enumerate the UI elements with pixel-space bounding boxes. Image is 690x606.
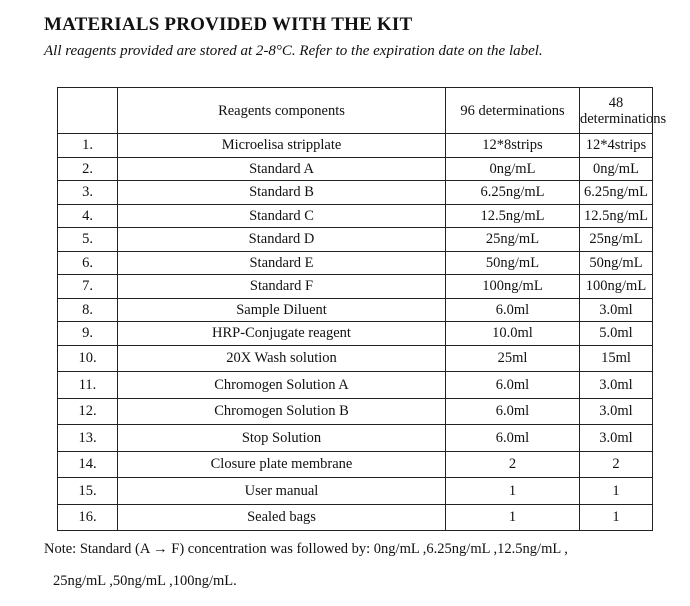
row-48-determinations: 50ng/mL <box>580 251 653 275</box>
row-48-determinations: 12.5ng/mL <box>580 204 653 228</box>
table-row <box>58 298 653 322</box>
row-48-determinations: 3.0ml <box>580 425 653 452</box>
table-row <box>58 322 653 346</box>
row-component: Standard D <box>118 228 446 252</box>
row-96-determinations: 50ng/mL <box>446 251 580 275</box>
row-component: Sealed bags <box>118 504 446 531</box>
table-row <box>58 345 653 372</box>
row-48-determinations: 12*4strips <box>580 134 653 158</box>
row-48-determinations: 15ml <box>580 345 653 372</box>
row-number: 7. <box>58 275 118 299</box>
table-row <box>58 425 653 452</box>
table-row <box>58 372 653 399</box>
table-row <box>58 275 653 299</box>
row-component: User manual <box>118 478 446 505</box>
row-number: 12. <box>58 398 118 425</box>
row-96-determinations: 1 <box>446 504 580 531</box>
row-component: Standard B <box>118 181 446 205</box>
row-96-determinations: 2 <box>446 451 580 478</box>
row-number: 11. <box>58 372 118 399</box>
row-48-determinations: 6.25ng/mL <box>580 181 653 205</box>
row-48-determinations: 3.0ml <box>580 372 653 399</box>
table-header-row <box>58 88 653 134</box>
row-48-determinations: 3.0ml <box>580 298 653 322</box>
row-96-determinations: 6.0ml <box>446 298 580 322</box>
row-number: 8. <box>58 298 118 322</box>
row-component: Standard E <box>118 251 446 275</box>
row-48-determinations: 25ng/mL <box>580 228 653 252</box>
note-line-2: 25ng/mL ,50ng/mL ,100ng/mL. <box>53 573 237 589</box>
row-96-determinations: 6.0ml <box>446 372 580 399</box>
row-number: 4. <box>58 204 118 228</box>
table-row <box>58 251 653 275</box>
row-48-determinations: 0ng/mL <box>580 157 653 181</box>
row-96-determinations: 1 <box>446 478 580 505</box>
row-48-determinations: 5.0ml <box>580 322 653 346</box>
row-component: Chromogen Solution A <box>118 372 446 399</box>
row-component: Standard C <box>118 204 446 228</box>
row-96-determinations: 0ng/mL <box>446 157 580 181</box>
table-row <box>58 181 653 205</box>
row-number: 9. <box>58 322 118 346</box>
note-line-1: Note: Standard (A → F) concentration was followed by: 0ng/mL ,6.25ng/mL ,12.5ng/mL , <box>44 541 568 557</box>
row-number: 5. <box>58 228 118 252</box>
row-component: HRP-Conjugate reagent <box>118 322 446 346</box>
row-96-determinations: 12*8strips <box>446 134 580 158</box>
row-component: 20X Wash solution <box>118 345 446 372</box>
row-component: Microelisa stripplate <box>118 134 446 158</box>
row-48-determinations: 1 <box>580 478 653 505</box>
row-48-determinations: 2 <box>580 451 653 478</box>
table-row <box>58 204 653 228</box>
header-96-determinations: 96 determinations <box>446 88 580 134</box>
row-96-determinations: 25ml <box>446 345 580 372</box>
row-48-determinations: 3.0ml <box>580 398 653 425</box>
table-row <box>58 134 653 158</box>
row-number: 2. <box>58 157 118 181</box>
row-96-determinations: 6.0ml <box>446 425 580 452</box>
row-96-determinations: 100ng/mL <box>446 275 580 299</box>
row-number: 14. <box>58 451 118 478</box>
row-component: Chromogen Solution B <box>118 398 446 425</box>
row-number: 10. <box>58 345 118 372</box>
header-number <box>58 88 118 134</box>
row-96-determinations: 6.0ml <box>446 398 580 425</box>
row-component: Standard A <box>118 157 446 181</box>
row-96-determinations: 25ng/mL <box>446 228 580 252</box>
storage-subtitle: All reagents provided are stored at 2-8°C. Refer to the expiration date on the label. <box>44 43 543 59</box>
row-component: Stop Solution <box>118 425 446 452</box>
row-number: 16. <box>58 504 118 531</box>
row-48-determinations: 1 <box>580 504 653 531</box>
row-96-determinations: 10.0ml <box>446 322 580 346</box>
row-component: Sample Diluent <box>118 298 446 322</box>
row-96-determinations: 6.25ng/mL <box>446 181 580 205</box>
table-row <box>58 504 653 531</box>
header-48-determinations: 48 determinations <box>580 88 653 134</box>
table-row <box>58 157 653 181</box>
page-title: MATERIALS PROVIDED WITH THE KIT <box>44 14 413 35</box>
row-number: 3. <box>58 181 118 205</box>
row-number: 15. <box>58 478 118 505</box>
row-96-determinations: 12.5ng/mL <box>446 204 580 228</box>
row-component: Closure plate membrane <box>118 451 446 478</box>
row-number: 6. <box>58 251 118 275</box>
row-number: 1. <box>58 134 118 158</box>
table-row <box>58 478 653 505</box>
header-component: Reagents components <box>118 88 446 134</box>
materials-table <box>57 87 667 531</box>
table-row <box>58 228 653 252</box>
row-number: 13. <box>58 425 118 452</box>
table-row <box>58 398 653 425</box>
row-48-determinations: 100ng/mL <box>580 275 653 299</box>
table-row <box>58 451 653 478</box>
row-component: Standard F <box>118 275 446 299</box>
